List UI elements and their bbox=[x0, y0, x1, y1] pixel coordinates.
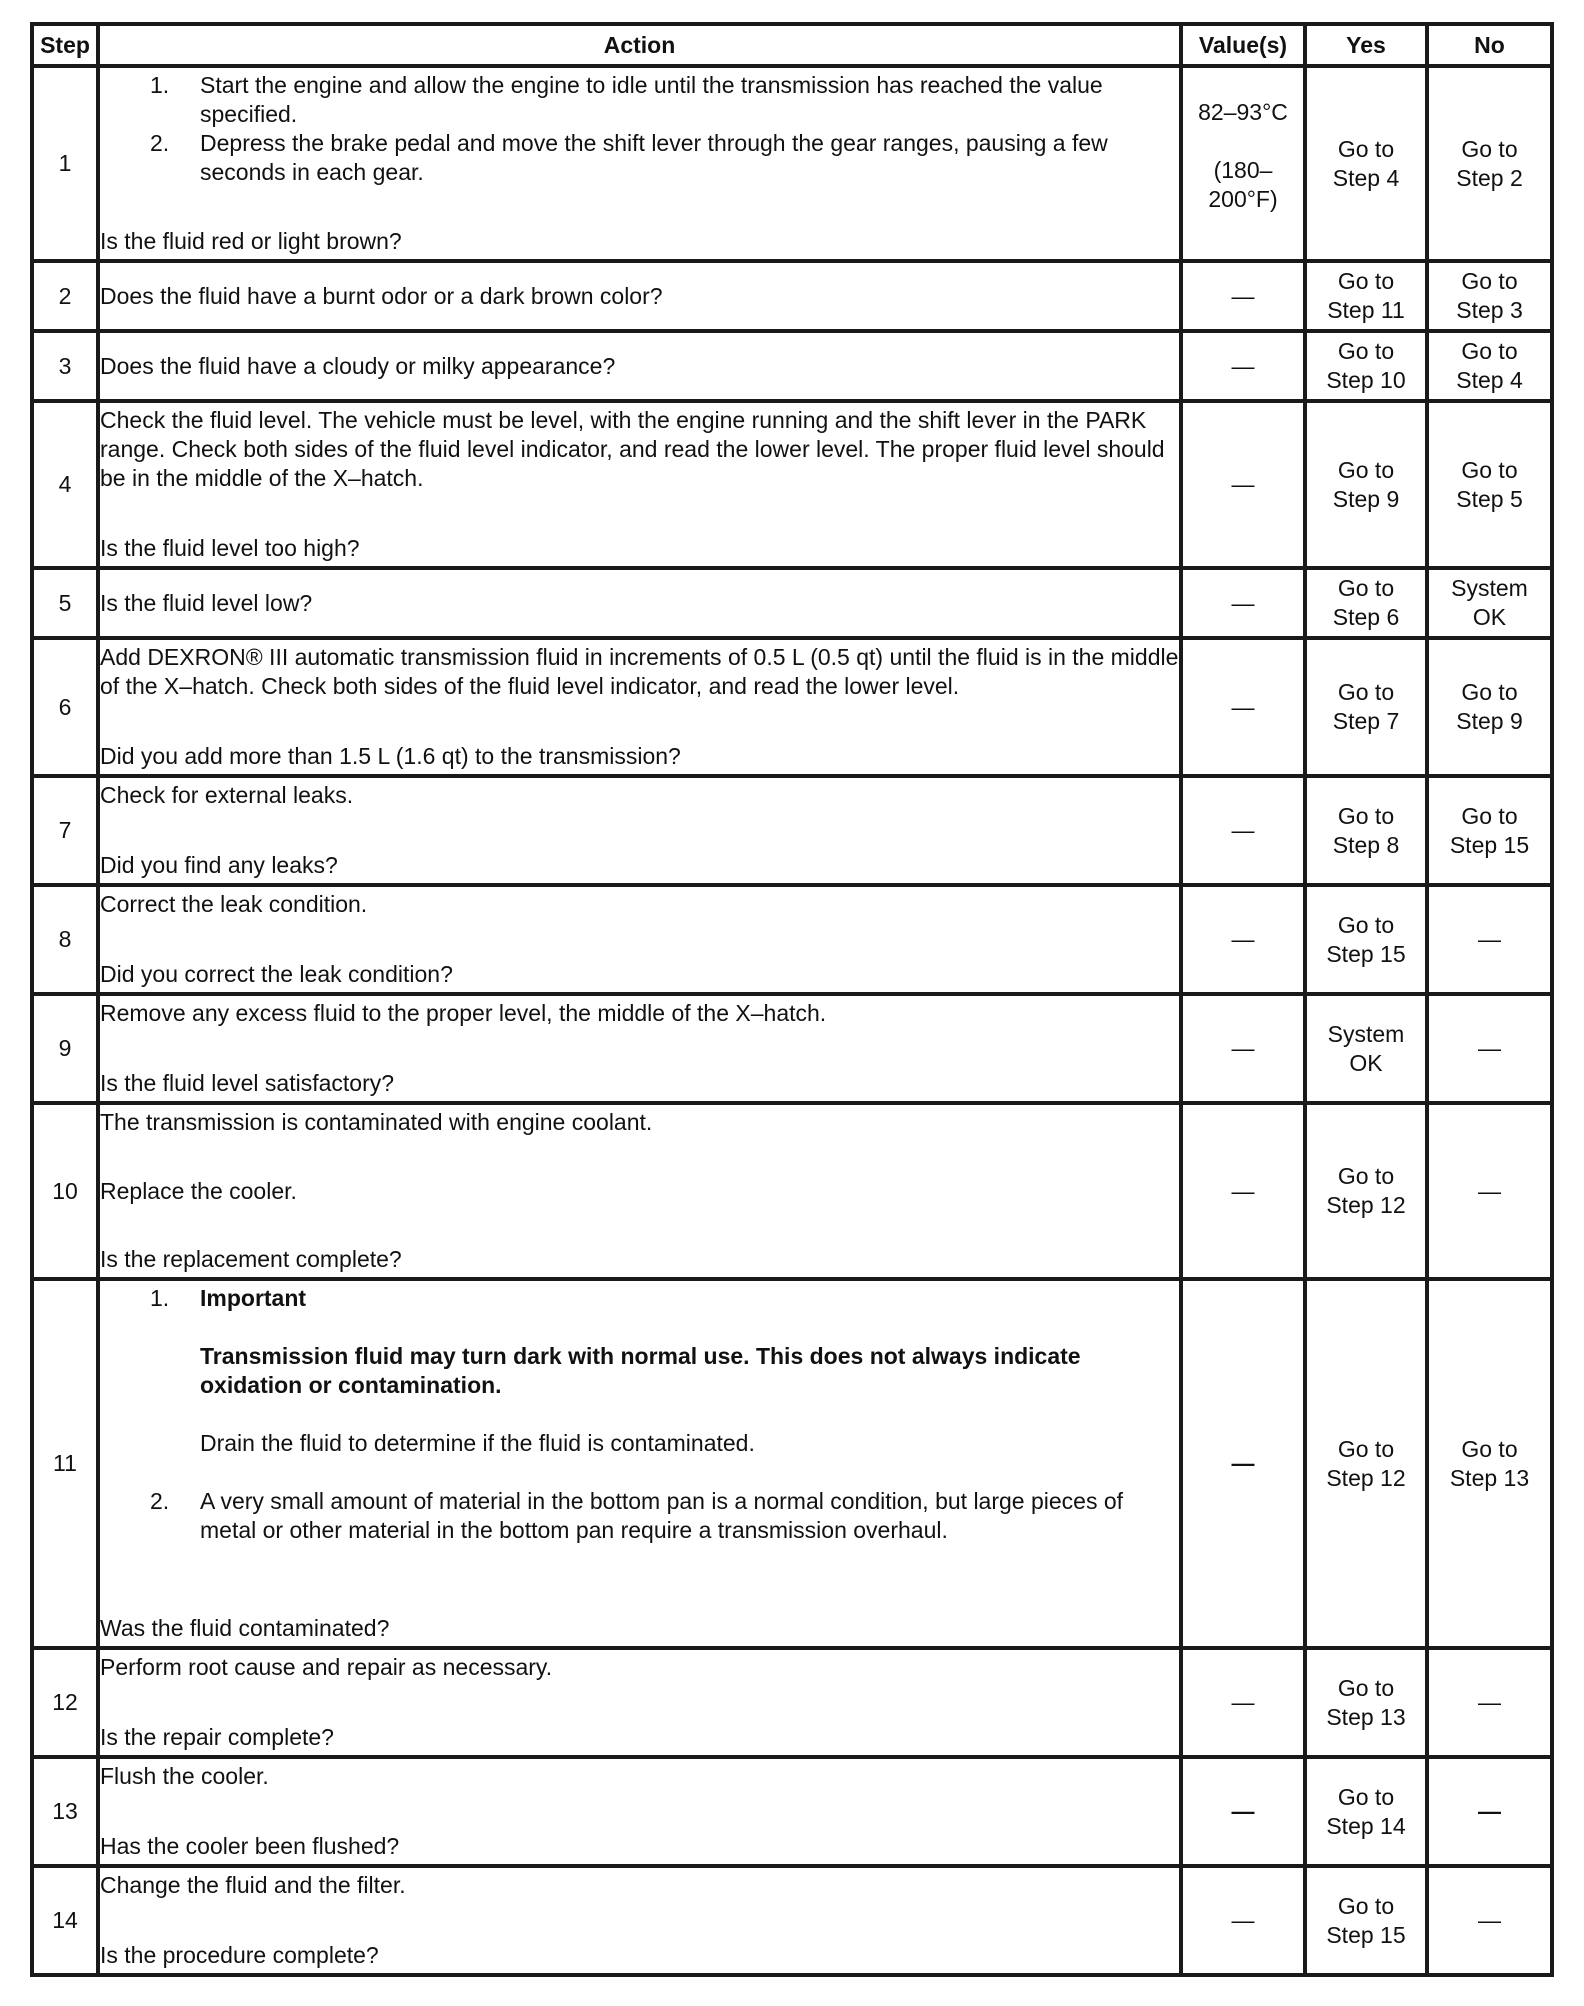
list-number: 1. bbox=[150, 72, 170, 98]
action-cell bbox=[98, 1103, 1181, 1279]
table-row bbox=[32, 994, 1552, 1103]
important-heading: Important bbox=[200, 1285, 307, 1311]
action-cell bbox=[98, 1757, 1181, 1866]
value-cell: — bbox=[1181, 401, 1305, 568]
step-number: 3 bbox=[32, 331, 98, 401]
no-cell: — bbox=[1427, 885, 1552, 994]
action-text: Flush the cooler. bbox=[100, 1763, 269, 1789]
yes-cell: Go to Step 4 bbox=[1305, 66, 1427, 261]
no-cell: — bbox=[1427, 994, 1552, 1103]
action-question: Is the fluid level too high? bbox=[100, 535, 360, 561]
value-cell bbox=[1181, 66, 1305, 261]
action-cell bbox=[98, 568, 1181, 638]
table-row bbox=[32, 331, 1552, 401]
header-yes: Yes bbox=[1305, 24, 1427, 66]
table-row bbox=[32, 568, 1552, 638]
no-cell: Go to Step 15 bbox=[1427, 776, 1552, 885]
action-cell bbox=[98, 401, 1181, 568]
table-row bbox=[32, 885, 1552, 994]
action-cell bbox=[98, 261, 1181, 331]
action-cell bbox=[98, 776, 1181, 885]
step-number: 7 bbox=[32, 776, 98, 885]
action-question: Is the replacement complete? bbox=[100, 1246, 402, 1272]
no-cell: Go to Step 9 bbox=[1427, 638, 1552, 776]
action-question: Is the fluid red or light brown? bbox=[100, 228, 402, 254]
important-note: Transmission fluid may turn dark with normal use. This does not always indicate oxidation or contamination. bbox=[200, 1343, 1081, 1398]
list-text: Depress the brake pedal and move the shift lever through the gear ranges, pausing a few seconds in each gear. bbox=[200, 130, 1108, 185]
list-number: 2. bbox=[150, 1488, 170, 1514]
value-cell: — bbox=[1181, 1866, 1305, 1975]
step-number: 4 bbox=[32, 401, 98, 568]
action-cell bbox=[98, 638, 1181, 776]
yes-cell: Go to Step 14 bbox=[1305, 1757, 1427, 1866]
no-cell: — bbox=[1427, 1103, 1552, 1279]
header-no: No bbox=[1427, 24, 1552, 66]
action-text: Check for external leaks. bbox=[100, 782, 354, 808]
header-row bbox=[32, 24, 1552, 66]
step-number: 8 bbox=[32, 885, 98, 994]
list-text: Drain the fluid to determine if the fluid is contaminated. bbox=[200, 1430, 755, 1456]
action-text: Perform root cause and repair as necessary. bbox=[100, 1654, 553, 1680]
action-text: The transmission is contaminated with engine coolant. bbox=[100, 1109, 653, 1135]
action-question: Is the repair complete? bbox=[100, 1724, 334, 1750]
action-text: Check the fluid level. The vehicle must be level, with the engine running and the shift lever in the PARK range. Check both sides of the fluid level indicator, and read the lower level. The proper fluid level should be in the middle of the X–hatch. bbox=[100, 407, 1165, 491]
action-question: Was the fluid contaminated? bbox=[100, 1615, 390, 1641]
yes-cell: Go to Step 12 bbox=[1305, 1279, 1427, 1648]
diagnostic-table bbox=[30, 22, 1554, 1977]
no-cell: — bbox=[1427, 1866, 1552, 1975]
yes-cell: Go to Step 12 bbox=[1305, 1103, 1427, 1279]
step-number: 2 bbox=[32, 261, 98, 331]
yes-cell: Go to Step 7 bbox=[1305, 638, 1427, 776]
step-number: 6 bbox=[32, 638, 98, 776]
yes-cell: System OK bbox=[1305, 994, 1427, 1103]
no-cell: — bbox=[1427, 1757, 1552, 1866]
value-cell: — bbox=[1181, 1757, 1305, 1866]
table-row bbox=[32, 1866, 1552, 1975]
value-cell: — bbox=[1181, 994, 1305, 1103]
value-cell: — bbox=[1181, 1279, 1305, 1648]
table-row bbox=[32, 1103, 1552, 1279]
yes-cell: Go to Step 9 bbox=[1305, 401, 1427, 568]
action-text: Remove any excess fluid to the proper level, the middle of the X–hatch. bbox=[100, 1000, 827, 1026]
yes-cell: Go to Step 6 bbox=[1305, 568, 1427, 638]
table-row bbox=[32, 1648, 1552, 1757]
action-text: Correct the leak condition. bbox=[100, 891, 368, 917]
yes-cell: Go to Step 15 bbox=[1305, 885, 1427, 994]
no-cell: Go to Step 13 bbox=[1427, 1279, 1552, 1648]
step-number: 14 bbox=[32, 1866, 98, 1975]
list-item bbox=[100, 129, 1179, 187]
value-cell: — bbox=[1181, 776, 1305, 885]
header-values: Value(s) bbox=[1181, 24, 1305, 66]
value-cell: — bbox=[1181, 261, 1305, 331]
no-cell: System OK bbox=[1427, 568, 1552, 638]
action-cell bbox=[98, 994, 1181, 1103]
no-cell: Go to Step 4 bbox=[1427, 331, 1552, 401]
list-number: 1. bbox=[150, 1285, 170, 1311]
list-number: 2. bbox=[150, 130, 170, 156]
action-cell bbox=[98, 885, 1181, 994]
action-list bbox=[100, 1284, 1179, 1545]
value-celsius: 82–93°C bbox=[1198, 99, 1288, 125]
list-text: Start the engine and allow the engine to idle until the transmission has reached the value specified. bbox=[200, 72, 1103, 127]
action-question: Is the fluid level low? bbox=[100, 589, 313, 616]
table-row bbox=[32, 776, 1552, 885]
table-row bbox=[32, 638, 1552, 776]
step-number: 5 bbox=[32, 568, 98, 638]
action-text: Change the fluid and the filter. bbox=[100, 1872, 406, 1898]
header-step: Step bbox=[32, 24, 98, 66]
header-action: Action bbox=[98, 24, 1181, 66]
value-cell: — bbox=[1181, 1648, 1305, 1757]
action-text: Add DEXRON® III automatic transmission fluid in increments of 0.5 L (0.5 qt) until the fluid is in the middle of the X–hatch. Check both sides of the fluid level indicator, and read the lower level. bbox=[100, 644, 1179, 699]
action-question: Did you find any leaks? bbox=[100, 852, 338, 878]
yes-cell: Go to Step 11 bbox=[1305, 261, 1427, 331]
table-row bbox=[32, 401, 1552, 568]
step-number: 13 bbox=[32, 1757, 98, 1866]
action-cell bbox=[98, 1866, 1181, 1975]
list-text: A very small amount of material in the bottom pan is a normal condition, but large pieces of metal or other material in the bottom pan require a transmission overhaul. bbox=[200, 1488, 1124, 1543]
step-number: 9 bbox=[32, 994, 98, 1103]
value-cell: — bbox=[1181, 568, 1305, 638]
value-cell: — bbox=[1181, 1103, 1305, 1279]
action-question: Is the fluid level satisfactory? bbox=[100, 1070, 395, 1096]
no-cell: — bbox=[1427, 1648, 1552, 1757]
list-item bbox=[100, 1487, 1179, 1545]
yes-cell: Go to Step 13 bbox=[1305, 1648, 1427, 1757]
value-fahrenheit: (180–200°F) bbox=[1208, 157, 1278, 212]
table-row bbox=[32, 66, 1552, 261]
table-row bbox=[32, 1757, 1552, 1866]
value-cell: — bbox=[1181, 885, 1305, 994]
no-cell: Go to Step 3 bbox=[1427, 261, 1552, 331]
table-row bbox=[32, 1279, 1552, 1648]
step-number: 10 bbox=[32, 1103, 98, 1279]
action-cell bbox=[98, 1648, 1181, 1757]
yes-cell: Go to Step 15 bbox=[1305, 1866, 1427, 1975]
no-cell: Go to Step 5 bbox=[1427, 401, 1552, 568]
no-cell: Go to Step 2 bbox=[1427, 66, 1552, 261]
action-cell bbox=[98, 1279, 1181, 1648]
action-question: Does the fluid have a burnt odor or a dark brown color? bbox=[100, 282, 663, 309]
action-question: Is the procedure complete? bbox=[100, 1942, 379, 1968]
yes-cell: Go to Step 8 bbox=[1305, 776, 1427, 885]
action-question: Did you correct the leak condition? bbox=[100, 961, 453, 987]
value-cell: — bbox=[1181, 638, 1305, 776]
list-item bbox=[100, 1284, 1179, 1487]
step-number: 12 bbox=[32, 1648, 98, 1757]
step-number: 1 bbox=[32, 66, 98, 261]
table-row bbox=[32, 261, 1552, 331]
value-cell: — bbox=[1181, 331, 1305, 401]
action-question: Has the cooler been flushed? bbox=[100, 1833, 400, 1859]
step-number: 11 bbox=[32, 1279, 98, 1648]
action-question: Does the fluid have a cloudy or milky appearance? bbox=[100, 352, 616, 379]
action-cell bbox=[98, 331, 1181, 401]
action-cell bbox=[98, 66, 1181, 261]
action-list bbox=[100, 71, 1179, 187]
list-item bbox=[100, 71, 1179, 129]
action-question: Did you add more than 1.5 L (1.6 qt) to the transmission? bbox=[100, 743, 681, 769]
yes-cell: Go to Step 10 bbox=[1305, 331, 1427, 401]
action-text: Replace the cooler. bbox=[100, 1177, 297, 1204]
